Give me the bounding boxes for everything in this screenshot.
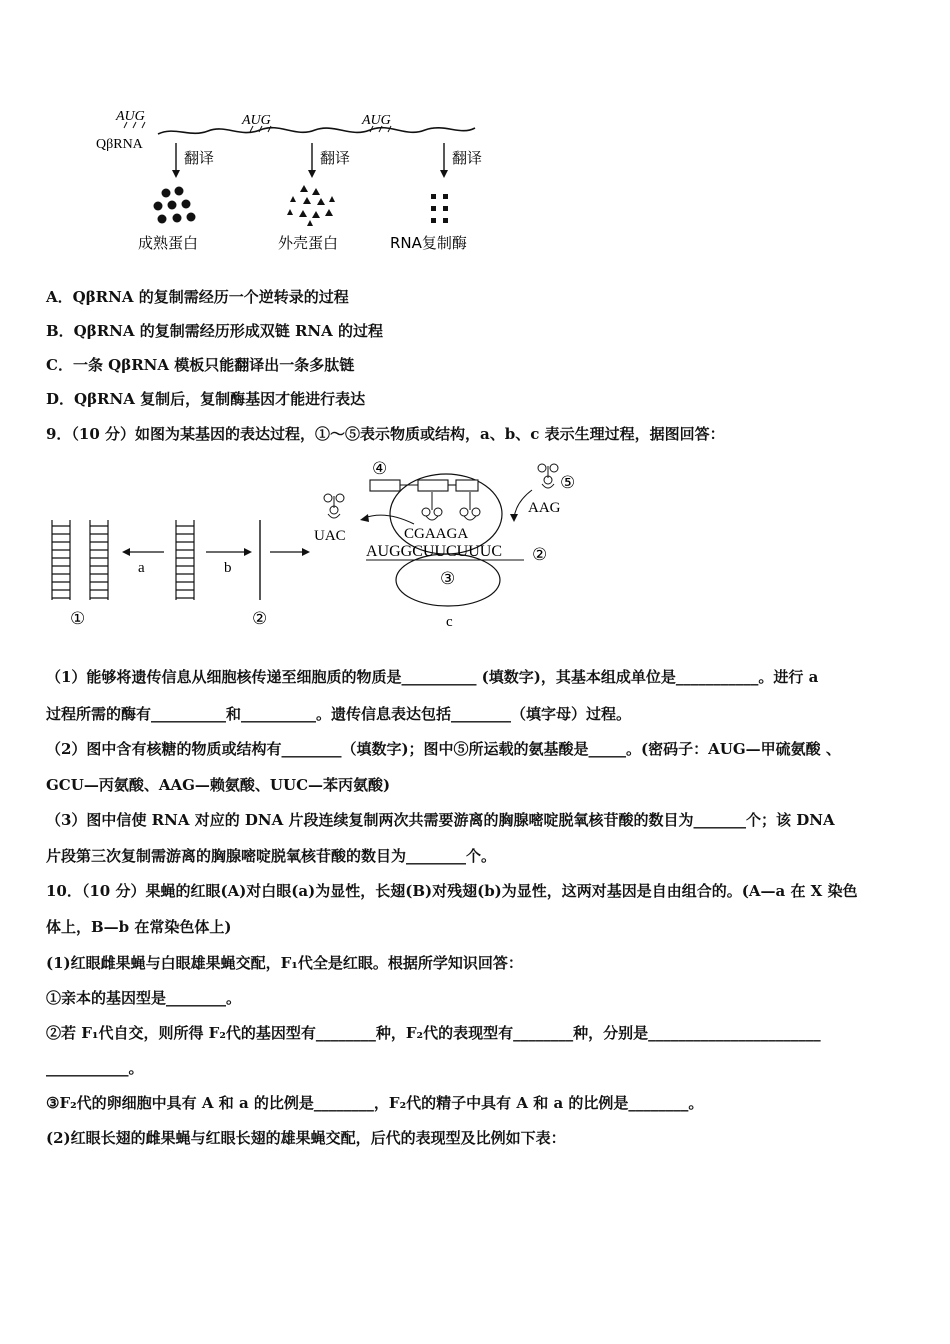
product-mature-protein: 成熟蛋白 — [138, 234, 199, 252]
q9-stem: 9．（10 分）如图为某基因的表达过程，①～⑤表示物质或结构，a、b、c 表示生理过程，据图回答： — [46, 425, 725, 443]
svg-text:翻译: 翻译 — [452, 149, 483, 167]
coat-protein-triangles — [287, 185, 335, 226]
translate-arrow-1 — [172, 143, 214, 178]
q10-item2-line2: ___________。 — [46, 1059, 144, 1077]
q10-part1: (1)红眼雌果蝇与白眼雄果蝇交配，F₁代全是红眼。根据所学知识回答： — [46, 954, 523, 972]
q9-part1-line1: （1）能够将遗传信息从细胞核传递至细胞质的物质是__________ (填数字)，其基本组成单位是___________。进行 a — [46, 668, 819, 686]
translate-arrow-3 — [440, 143, 482, 178]
translate-arrow-2 — [308, 143, 350, 178]
svg-text:b: b — [224, 560, 232, 576]
dna-ladder-1 — [52, 520, 70, 600]
q10-item1: ①亲本的基因型是________。 — [46, 989, 242, 1007]
q9-part1-line2: 过程所需的酶有__________和__________。遗传信息表达包括________（填字母）过程。 — [46, 705, 632, 723]
q9-part2-line2: GCU—丙氨酸、AAG—赖氨酸、UUC—苯丙氨酸) — [46, 776, 391, 794]
svg-text:AUG: AUG — [362, 113, 391, 128]
gene-expression-figure — [46, 452, 606, 634]
q9-part3-line2: 片段第三次复制需游离的胸腺嘧啶脱氧核苷酸的数目为________个。 — [46, 847, 497, 865]
option-c: C．一条 QβRNA 模板只能翻译出一条多肽链 — [46, 356, 355, 374]
svg-text:a: a — [138, 560, 145, 576]
label-3: ③ — [440, 569, 456, 589]
option-d: D．QβRNA 复制后，复制酶基因才能进行表达 — [46, 390, 366, 408]
option-b: B．QβRNA 的复制需经历形成双链 RNA 的过程 — [46, 322, 384, 340]
svg-text:翻译: 翻译 — [320, 149, 351, 167]
codon-2 — [241, 113, 271, 132]
svg-text:翻译: 翻译 — [184, 149, 215, 167]
codon-1 — [115, 109, 145, 128]
release-arrow — [364, 515, 414, 524]
q10-stem-line2: 体上，B—b 在常染色体上) — [46, 918, 232, 936]
product-coat-protein: 外壳蛋白 — [278, 234, 339, 252]
dna-ladder-2 — [90, 520, 108, 600]
mrna-sequence: AUGGCUUCUUUC — [366, 543, 503, 560]
process-c-label: c — [446, 614, 453, 630]
product-rna-replicase: RNA复制酶 — [390, 234, 467, 252]
codon-3 — [361, 113, 391, 132]
svg-text:AUG: AUG — [242, 113, 271, 128]
replicase-squares — [431, 194, 448, 223]
dna-ladder-3 — [176, 520, 194, 600]
label-2: ② — [252, 609, 268, 629]
label-2-mrna: ② — [532, 545, 548, 565]
anticodon-uac: UAC — [314, 528, 346, 544]
trna-in-ribosome — [422, 492, 480, 520]
qbeta-rna-figure — [90, 98, 530, 268]
q9-part2-line1: （2）图中含有核糖的物质或结构有________（填数字)；图中⑤所运载的氨基酸是_____。(密码子：AUG—甲硫氨酸 、 — [46, 740, 841, 758]
mature-protein-dots — [154, 187, 196, 224]
process-a-arrow — [122, 548, 164, 576]
to-translation-arrow — [270, 548, 310, 556]
anticodon-aag: AAG — [528, 500, 561, 516]
q10-item3: ③F₂代的卵细胞中具有 A 和 a 的比例是________，F₂代的精子中具有 A 和 a 的比例是________。 — [46, 1094, 704, 1112]
rna-strand — [158, 128, 475, 134]
label-5: ⑤ — [560, 473, 576, 493]
label-4: ④ — [372, 459, 388, 479]
peptide-chain-4 — [370, 480, 478, 491]
svg-text:AUG: AUG — [116, 109, 145, 124]
anticodons-cgaaga: CGAAGA — [404, 526, 469, 542]
q9-part3-line1: （3）图中信使 RNA 对应的 DNA 片段连续复制两次共需要游离的胸腺嘧啶脱氧核苷酸的数目为_______个；该 DNA — [46, 811, 835, 829]
trna-uac — [324, 494, 344, 518]
q10-stem-line1: 10．（10 分）果蝇的红眼(A)对白眼(a)为显性，长翅(B)对残翅(b)为显性，这两对基因是自由组合的。(A—a 在 X 染色 — [46, 882, 858, 900]
q10-item2-line1: ②若 F₁代自交，则所得 F₂代的基因型有________种，F₂代的表现型有________种，分别是_______________________ — [46, 1024, 821, 1042]
option-a: A．QβRNA 的复制需经历一个逆转录的过程 — [46, 288, 349, 306]
qbeta-rna-label: QβRNA — [96, 137, 143, 152]
label-1: ① — [70, 609, 86, 629]
process-b-arrow — [206, 548, 252, 576]
trna-aag-5 — [538, 464, 558, 488]
q10-part2: (2)红眼长翅的雌果蝇与红眼长翅的雄果蝇交配，后代的表现型及比例如下表： — [46, 1129, 566, 1147]
